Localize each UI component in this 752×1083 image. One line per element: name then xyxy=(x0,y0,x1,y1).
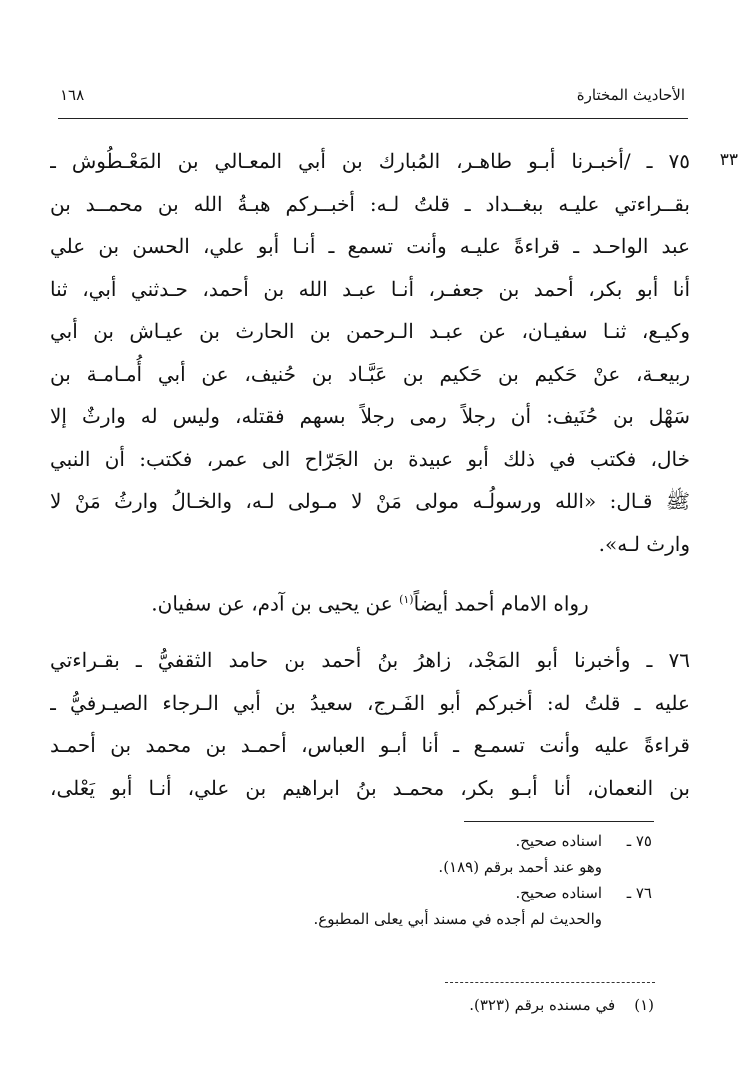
text-line: بن النعمان، أنا أبـو بكر، محمـد بنُ ابراهيم بن علي، أنـا أبو يَعْلى، xyxy=(50,775,690,800)
footnote-row xyxy=(92,880,652,906)
footnotes xyxy=(92,828,652,932)
text-line: وارث لـه». xyxy=(598,531,690,556)
footnote-number: ٧٦ ـ xyxy=(626,884,652,902)
footnote-number: ٧٥ ـ xyxy=(626,832,652,850)
book-title: الأحاديث المختارة xyxy=(576,86,685,104)
margin-number: ٣٣ xyxy=(719,150,738,170)
endnote-text: في مسنده برقم (٣٢٣). xyxy=(469,996,616,1014)
main-text xyxy=(50,140,690,809)
text-line: بقــراءتي عليـه ببغــداد ـ قلتُ لـه: أخبــركم هبـةُ الله بن محمــد بن xyxy=(50,191,690,216)
text-line: ٧٦ ـ وأخبرنا أبو المَجْد، زاهرُ بنُ أحمد بن حامد الثقفيُّ ـ بقـراءتي xyxy=(50,648,690,673)
endnote xyxy=(469,992,654,1018)
narration-text: رواه الامام أحمد أيضاً xyxy=(413,591,589,616)
text-line: ٧٥ ـ /أخبـرنا أبـو طاهـر، المُبارك بن أبي المعـالي بن المَعْـطُوش ـ xyxy=(50,149,690,173)
footnote-row xyxy=(92,854,652,880)
footnote-row xyxy=(92,906,652,932)
narration-note xyxy=(50,579,690,625)
hadith-76 xyxy=(50,639,690,809)
text-line: ﷺ قـال: «الله ورسولُـه مولى مَنْ لا مـولى لـه، والخـالُ وارثُ مَنْ لا xyxy=(50,489,690,513)
page-number: ١٦٨ xyxy=(60,86,85,104)
narration-text-end: عن يحيى بن آدم، عن سفيان. xyxy=(151,591,400,616)
text-line: قراءةً عليه وأنت تسمـع ـ أنا أبـو العباس، أحمـد بن محمد بن أحمـد xyxy=(50,733,690,758)
text-line: أنا أبو بكر، أحمد بن جعفـر، أنـا عبـد الله بن أحمد، حـدثني أبي، ثنا xyxy=(50,276,690,301)
text-line: عليه ـ قلتُ له: أخبركم أبو الفَـرج، سعيدُ بن أبي الـرجاء الصيـرفيُّ ـ xyxy=(50,690,690,715)
endnote-divider xyxy=(445,982,655,983)
footnote-text: والحديث لم أجده في مسند أبي يعلى المطبوع. xyxy=(313,910,602,928)
text-line: خال، فكتب في ذلك أبو عبيدة بن الجَرّاح الى عمر، فكتب: أن النبي xyxy=(50,446,690,471)
footnote-divider xyxy=(464,821,654,822)
running-header xyxy=(60,86,685,110)
footnote-text: اسناده صحيح. xyxy=(515,832,602,850)
text-line: عبد الواحـد ـ قراءةً عليـه وأنت تسمع ـ أنـا أبو علي، الحسن بن علي xyxy=(50,234,690,258)
text-line: وكيـع، ثنـا سفيـان، عن عبـد الـرحمن بن الحارث بن عيـاش بن أبي xyxy=(50,319,690,343)
endnote-number: (١) xyxy=(634,996,654,1014)
header-divider xyxy=(58,118,688,119)
text-line: ربيعـة، عنْ حَكيم بن حَكيم بن عَبَّـاد بن حُنيف، عن أبي أُمـامـة بن xyxy=(50,361,690,386)
footnote-text: اسناده صحيح. xyxy=(515,884,602,902)
footnote-text: وهو عند أحمد برقم (١٨٩). xyxy=(438,858,602,876)
text-line: سَهْل بن حُنَيف: أن رجلاً رمى رجلاً بسهم فقتله، وليس له وارثٌ إلا xyxy=(50,404,690,428)
footnote-row xyxy=(92,828,652,854)
footnote-reference: (١) xyxy=(399,593,414,606)
hadith-75 xyxy=(50,140,690,565)
